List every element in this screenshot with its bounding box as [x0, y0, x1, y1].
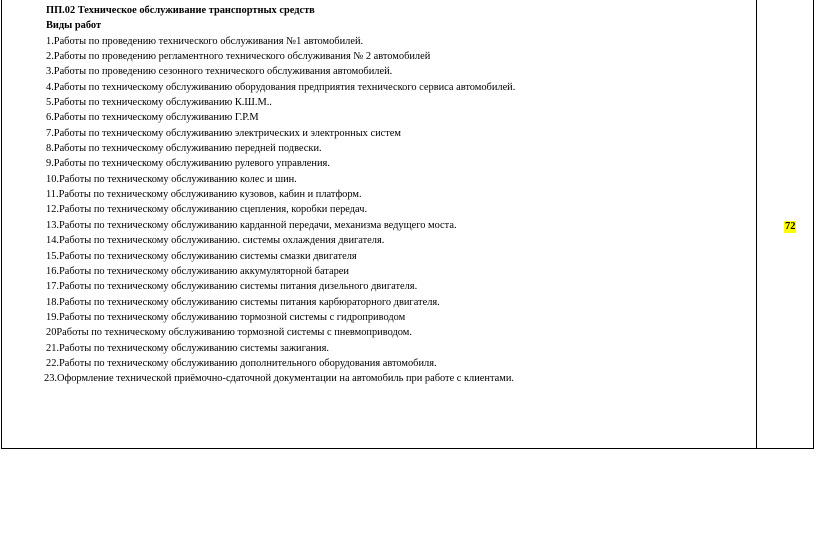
section-heading: Виды работ: [46, 20, 102, 32]
work-item: 6.Работы по техническому обслуживанию Г.Р.М: [46, 112, 259, 124]
work-item: 21.Работы по техническому обслуживанию системы зажигания.: [46, 342, 329, 354]
work-item: 2.Работы по проведению регламентного технического обслуживания № 2 автомобилей: [46, 51, 431, 63]
document-title: ПП.02 Техническое обслуживание транспортных средств: [46, 5, 315, 16]
work-item: 16.Работы по техническому обслуживанию аккумуляторной батареи: [46, 265, 349, 277]
work-item: 23.Оформление технической приёмочно-сдаточной документации на автомобиль при работе с клиентами.: [44, 373, 514, 385]
work-item: 13.Работы по техническому обслуживанию карданной передачи, механизма ведущего моста.: [46, 219, 457, 231]
work-item: 9.Работы по техническому обслуживанию рулевого управления.: [46, 158, 330, 170]
work-list: [46, 34, 515, 387]
work-item: 1.Работы по проведению технического обслуживания №1 автомобилей.: [46, 35, 364, 47]
work-item: 14.Работы по техническому обслуживанию. системы охлаждения двигателя.: [46, 235, 385, 247]
content-block: [46, 3, 515, 387]
work-item: 20Работы по техническому обслуживанию тормозной системы с пневмоприводом.: [46, 327, 412, 339]
work-item: 19.Работы по техническому обслуживанию тормозной системы с гидроприводом: [46, 311, 406, 323]
work-item: 8.Работы по техническому обслуживанию передней подвески.: [46, 143, 322, 155]
work-item: 18.Работы по техническому обслуживанию системы питания карбюраторного двигателя.: [46, 296, 440, 308]
work-item: 4.Работы по техническому обслуживанию оборудования предприятия технического сервиса автомобилей.: [46, 81, 516, 93]
work-item: 15.Работы по техническому обслуживанию системы смазки двигателя: [46, 250, 357, 262]
document-table: [1, 0, 814, 449]
content-cell: [2, 0, 756, 448]
work-item: 12.Работы по техническому обслуживанию сцепления, коробки передач.: [46, 204, 368, 216]
work-item: 10.Работы по техническому обслуживанию колес и шин.: [46, 173, 297, 185]
work-item: 11.Работы по техническому обслуживанию кузовов, кабин и платформ.: [46, 189, 362, 201]
work-item: 5.Работы по техническому обслуживанию К.Ш.М..: [46, 97, 272, 109]
work-item: 17.Работы по техническому обслуживанию системы питания дизельного двигателя.: [46, 281, 418, 293]
work-item: 7.Работы по техническому обслуживанию электрических и электронных систем: [46, 127, 401, 139]
page-number: 72: [785, 221, 796, 232]
work-item: 3.Работы по проведению сезонного технического обслуживания автомобилей.: [46, 66, 393, 78]
hours-cell: [757, 0, 813, 448]
work-item: 22.Работы по техническому обслуживанию дополнительного оборудования автомобиля.: [46, 357, 437, 369]
